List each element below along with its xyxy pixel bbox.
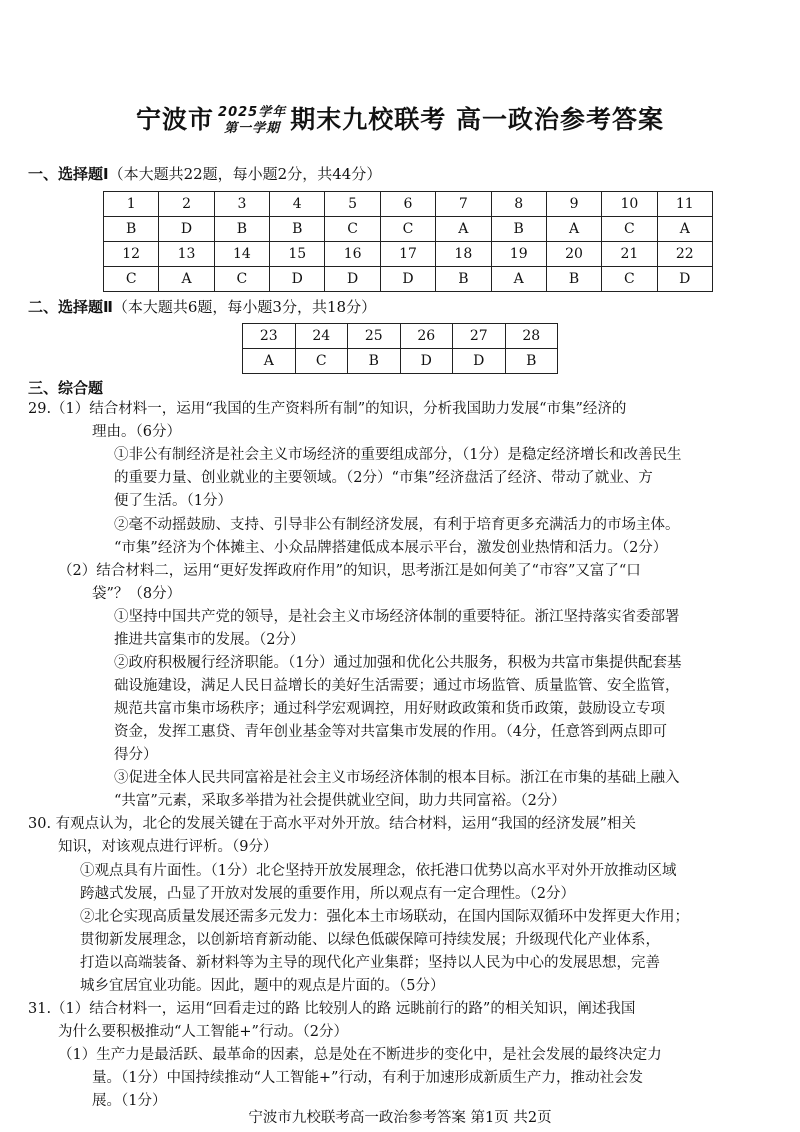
answer-cell: A [657,217,712,242]
text-line: 30. 有观点认为，北仑的发展关键在于高水平对外开放。结合材料，运用“我国的经济发展”相关 [28,816,636,832]
question-number-cell: 9 [546,192,601,217]
text-line: 规范共富市集市场秩序；通过科学宏观调控，用好财政政策和货币政策，鼓励设立专项 [114,701,665,717]
question-number-cell: 23 [243,324,296,349]
text-line: 贯彻新发展理念，以创新培育新动能、以绿色低碳保障可持续发展；升级现代化产业体系， [80,932,660,948]
answer-cell: A [436,217,491,242]
title-year: 2025学年 [218,105,287,120]
question-number-cell: 11 [657,192,712,217]
text-line: 推进共富集市的发展。（2分） [114,632,305,648]
text-line: 跨越式发展，凸显了开放对发展的重要作用，所以观点有一定合理性。（2分） [80,886,575,902]
text-line: “市集”经济为个体摊主、小众品牌搭建低成本展示平台，激发创业热情和活力。（2分） [114,540,668,556]
question-number-cell: 4 [270,192,325,217]
answer-cell: A [159,267,214,292]
answer-cell: C [602,217,657,242]
title-term-block [218,105,286,137]
text-line: “共富”元素，采取多举措为社会提供就业空间，助力共同富裕。（2分） [114,793,566,809]
page-footer: 宁波市九校联考高一政治参考答案 第1页 共2页 [248,1110,552,1126]
answer-cell: B [436,267,491,292]
answer-cell: A [491,267,546,292]
section-1-heading [28,163,381,184]
question-number-cell: 25 [348,324,401,349]
section-3-label: 三、综合题 [28,379,104,397]
question-number-cell: 19 [491,242,546,267]
text-line: 理由。（6分） [92,424,181,440]
answer-table-2 [242,323,558,374]
table-row [243,349,558,374]
text-line: ①非公有制经济是社会主义市场经济的重要组成部分，（1分）是稳定经济增长和改善民生 [114,447,682,463]
question-number-cell: 22 [657,242,712,267]
answer-cell: D [270,267,325,292]
answer-cell: B [505,349,558,374]
text-line: ③促进全体人民共同富裕是社会主义市场经济体制的根本目标。浙江在市集的基础上融入 [114,770,680,786]
text-line: （2）结合材料二，运用“更好发挥政府作用”的知识，思考浙江是如何美了“市容”又富了“口 [58,563,641,579]
answer-cell: D [453,349,506,374]
text-line: ②北仑实现高质量发展还需多元发力：强化本土市场联动，在国内国际双循环中发挥更大作用； [80,909,689,925]
table-row [104,217,713,242]
answer-cell: C [104,267,159,292]
question-number-cell: 20 [546,242,601,267]
table-row [104,192,713,217]
table-row [104,267,713,292]
text-line: 础设施建设，满足人民日益增长的美好生活需要；通过市场监管、质量监管、安全监管， [114,678,680,694]
text-line: 31.（1）结合材料一，运用“回看走过的路 比较别人的路 远眺前行的路”的相关知识，阐述我国 [28,1001,636,1017]
text-line: ②政府积极履行经济职能。（1分）通过加强和优化公共服务，积极为共富市集提供配套基 [114,655,682,671]
answer-cell: C [214,267,269,292]
section-3-heading [28,377,103,398]
question-number-cell: 16 [325,242,380,267]
answer-cell: C [602,267,657,292]
question-number-cell: 26 [400,324,453,349]
question-number-cell: 24 [295,324,348,349]
answer-cell: C [380,217,435,242]
text-line: （1）生产力是最活跃、最革命的因素，总是处在不断进步的变化中，是社会发展的最终决定力 [58,1047,662,1063]
section-2-note: （本大题共6题，每小题3分，共18分） [112,298,377,316]
text-line: 的重要力量、创业就业的主要领域。（2分）“市集”经济盘活了经济、带动了就业、方 [114,470,653,486]
title-city: 宁波市 [136,105,215,134]
answer-cell: B [348,349,401,374]
question-number-cell: 21 [602,242,657,267]
answer-cell: D [380,267,435,292]
section-1-note: （本大题共22题，每小题2分，共44分） [108,165,382,183]
question-number-cell: 28 [505,324,558,349]
answer-cell: B [104,217,159,242]
question-number-cell: 12 [104,242,159,267]
answer-cell: B [214,217,269,242]
question-number-cell: 7 [436,192,491,217]
title-main: 期末九校联考 高一政治参考答案 [290,105,664,134]
text-line: 便了生活。（1分） [114,493,232,509]
table-row [104,242,713,267]
question-number-cell: 3 [214,192,269,217]
text-line: 29.（1）结合材料一，运用“我国的生产资料所有制”的知识，分析我国助力发展“市集”经济的 [28,401,627,417]
text-line: 打造以高端装备、新材料等为主导的现代化产业集群；坚持以人民为中心的发展思想，完善 [80,955,660,971]
text-line: 城乡宜居宜业功能。因此，题中的观点是片面的。（5分） [80,978,445,994]
answer-cell: D [400,349,453,374]
question-number-cell: 6 [380,192,435,217]
question-number-cell: 13 [159,242,214,267]
text-line: ②毫不动摇鼓励、支持、引导非公有制经济发展，有利于培育更多充满活力的市场主体。 [114,517,680,533]
answer-cell: C [295,349,348,374]
question-number-cell: 18 [436,242,491,267]
answer-cell: D [325,267,380,292]
text-line: 展。（1分） [92,1093,167,1109]
text-line: 袋”？（8分） [92,586,182,602]
answer-cell: D [657,267,712,292]
page-title [0,100,800,137]
answer-cell: A [546,217,601,242]
question-number-cell: 10 [602,192,657,217]
question-number-cell: 8 [491,192,546,217]
title-term: 第一学期 [224,121,281,136]
answer-table-1 [103,191,713,292]
question-number-cell: 14 [214,242,269,267]
question-number-cell: 1 [104,192,159,217]
question-number-cell: 2 [159,192,214,217]
answer-cell: B [546,267,601,292]
answer-cell: B [491,217,546,242]
section-1-label: 一、选择题Ⅰ [28,165,109,183]
text-line: 资金，发挥工惠贷、青年创业基金等对共富集市发展的作用。（4分，任意答到两点即可 [114,724,667,740]
answer-cell: B [270,217,325,242]
text-line: ①坚持中国共产党的领导，是社会主义市场经济体制的重要特征。浙江坚持落实省委部署 [114,609,680,625]
question-number-cell: 5 [325,192,380,217]
answer-cell: A [243,349,296,374]
answer-cell: C [325,217,380,242]
text-line: ①观点具有片面性。（1分）北仑坚持开放发展理念，依托港口优势以高水平对外开放推动区域 [80,863,677,879]
section-2-heading [28,296,376,317]
text-line: 得分） [114,747,158,763]
text-line: 知识，对该观点进行评析。（9分） [58,839,278,855]
answer-cell: D [159,217,214,242]
text-line: 量。（1分）中国持续推动“人工智能+”行动，有利于加速形成新质生产力，推动社会发 [92,1070,643,1086]
question-number-cell: 17 [380,242,435,267]
text-line: 为什么要积极推动“人工智能+”行动。（2分） [58,1024,348,1040]
question-number-cell: 15 [270,242,325,267]
table-row [243,324,558,349]
section-2-label: 二、选择题Ⅱ [28,298,113,316]
question-number-cell: 27 [453,324,506,349]
